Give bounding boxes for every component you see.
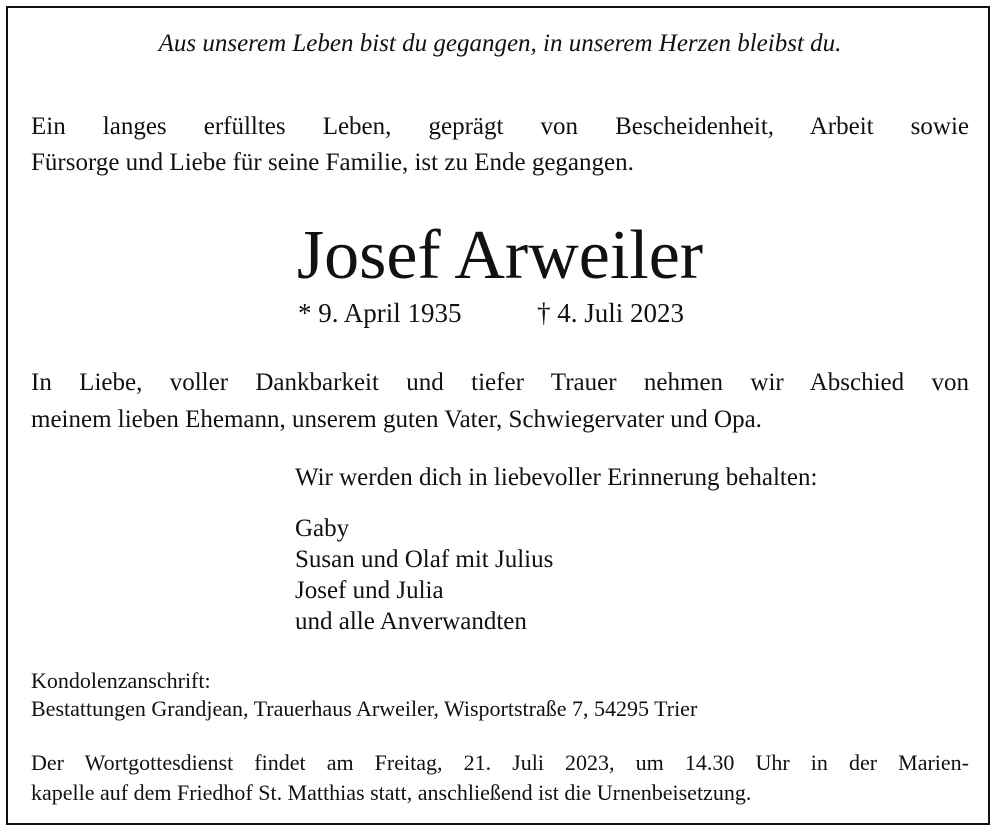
- condolence-address: Bestattungen Grandjean, Trauerhaus Arweiler, Wisportstraße 7, 54295 Trier: [31, 696, 698, 721]
- memory-line: Wir werden dich in liebevoller Erinnerung behalten:: [295, 464, 818, 491]
- deceased-name: Josef Arweiler: [296, 217, 704, 294]
- mourner-name: Susan und Olaf mit Julius: [295, 546, 554, 573]
- mourner-name: Josef und Julia: [295, 577, 444, 604]
- intro-line: Ein langes erfülltes Leben, geprägt von Bescheidenheit, Arbeit sowie: [31, 113, 969, 140]
- farewell-paragraph: [31, 364, 969, 438]
- intro-line: Fürsorge und Liebe für seine Familie, ist zu Ende gegangen.: [31, 149, 634, 176]
- condolence-label: Kondolenzanschrift:: [31, 668, 211, 693]
- death-date: † 4. Juli 2023: [537, 298, 685, 328]
- farewell-line: In Liebe, voller Dankbarkeit und tiefer Trauer nehmen wir Abschied von: [31, 369, 969, 396]
- mourners-list: [295, 513, 553, 637]
- intro-paragraph: [31, 109, 969, 181]
- condolence-block: [31, 667, 697, 723]
- service-line: Der Wortgottesdienst findet am Freitag, 21. Juli 2023, um 14.30 Uhr in der Marien-: [31, 750, 969, 775]
- motto: Aus unserem Leben bist du gegangen, in unserem Herzen bleibst du.: [158, 30, 842, 57]
- service-line: kapelle auf dem Friedhof St. Matthias statt, anschließend ist die Urnenbeisetzung.: [31, 780, 752, 805]
- mourner-name: Gaby: [295, 515, 350, 542]
- service-paragraph: [31, 748, 969, 808]
- mourner-name: und alle Anverwandten: [295, 608, 527, 635]
- birth-date: * 9. April 1935: [298, 298, 462, 328]
- farewell-line: meinem lieben Ehemann, unserem guten Vater, Schwiegervater und Opa.: [31, 406, 762, 433]
